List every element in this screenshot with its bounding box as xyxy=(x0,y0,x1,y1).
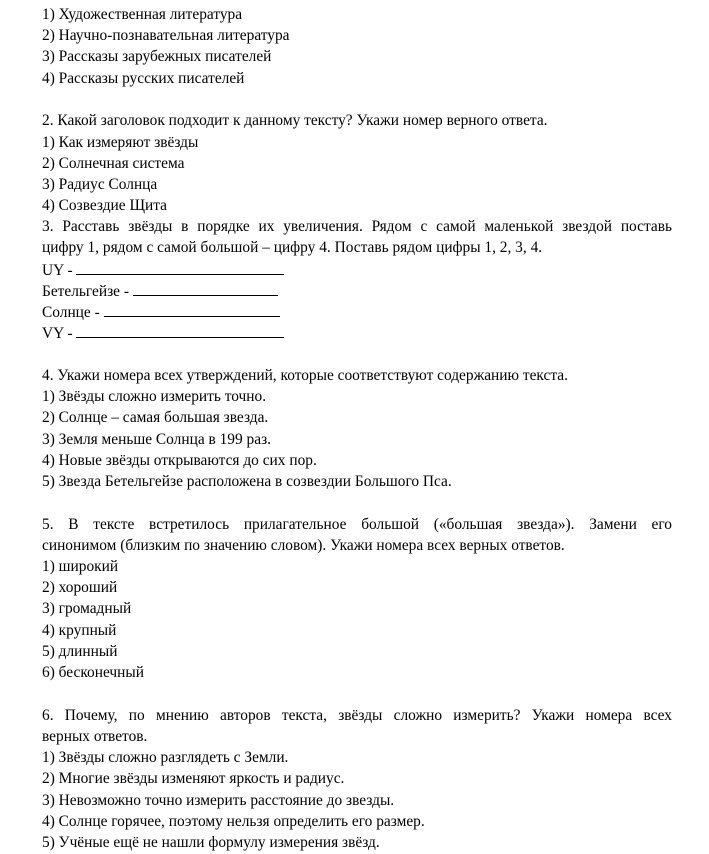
answer-option: 4) Созвездие Щита xyxy=(42,197,167,215)
answer-option: 4) крупный xyxy=(42,621,117,639)
question-6 xyxy=(42,705,672,853)
star-label: UY - xyxy=(42,261,77,279)
answer-option: 4) Рассказы русских писателей xyxy=(42,69,245,87)
star-label: Солнце - xyxy=(42,304,104,322)
answer-option: 1) широкий xyxy=(42,558,119,576)
question-text: 6. Почему, по мнению авторов текста, звёзды сложно измерить? Укажи номера всех xyxy=(42,706,672,724)
answer-option: 5) длинный xyxy=(42,642,118,660)
answer-option: 1) Звёзды сложно разглядеть с Земли. xyxy=(42,749,289,767)
answer-option: 2) Многие звёзды изменяют яркость и радиус. xyxy=(42,770,345,788)
question-text: 3. Расставь звёзды в порядке их увеличения. Рядом с самой маленькой звездой поставь xyxy=(42,218,672,236)
answer-blank[interactable] xyxy=(133,280,278,296)
star-row-vy xyxy=(42,322,672,343)
question-text: цифру 1, рядом с самой большой – цифру 4. Поставь рядом цифры 1, 2, 3, 4. xyxy=(42,239,543,257)
answer-option: 6) бесконечный xyxy=(42,664,144,682)
star-label: VY - xyxy=(42,325,77,343)
question-4 xyxy=(42,365,672,492)
answer-option: 5) Звезда Бетельгейзе расположена в созвездии Большого Пса. xyxy=(42,472,452,490)
answer-option: 4) Новые звёзды открываются до сих пор. xyxy=(42,451,317,469)
answer-blank[interactable] xyxy=(76,259,284,275)
worksheet-page xyxy=(42,4,672,853)
answer-option: 2) Солнце – самая большая звезда. xyxy=(42,409,269,427)
answer-blank[interactable] xyxy=(104,301,280,317)
answer-option: 2) Солнечная система xyxy=(42,154,185,172)
question-3 xyxy=(42,216,672,343)
spacer xyxy=(42,492,672,514)
answer-option: 1) Как измеряют звёзды xyxy=(42,133,199,151)
question-text: верных ответов. xyxy=(42,728,148,745)
question-5 xyxy=(42,514,672,684)
spacer xyxy=(42,89,672,111)
answer-option: 5) Учёные ещё не нашли формулу измерения звёзд. xyxy=(42,833,380,851)
answer-option: 2) хороший xyxy=(42,579,118,597)
question-text: 5. В тексте встретилось прилагательное большой («большая звезда»). Замени его xyxy=(42,515,672,533)
answer-option: 3) Невозможно точно измерить расстояние до звезды. xyxy=(42,791,395,809)
answer-option: 3) громадный xyxy=(42,600,132,618)
star-row-sun xyxy=(42,301,672,322)
star-label: Бетельгейзе - xyxy=(42,282,133,300)
answer-option: 3) Земля меньше Солнца в 199 раз. xyxy=(42,430,272,448)
star-row-betelgeuse xyxy=(42,280,672,301)
answer-option: 3) Рассказы зарубежных писателей xyxy=(42,48,272,66)
answer-option: 1) Звёзды сложно измерить точно. xyxy=(42,388,267,406)
answer-option: 3) Радиус Солнца xyxy=(42,175,158,193)
spacer xyxy=(42,683,672,705)
answer-option: 2) Научно-познавательная литература xyxy=(42,27,290,45)
question-2 xyxy=(42,110,672,216)
answer-option: 1) Художественная литература xyxy=(42,6,243,23)
star-row-uy xyxy=(42,259,672,280)
q1-options xyxy=(42,4,672,89)
question-text: 4. Укажи номера всех утверждений, которые соответствуют содержанию текста. xyxy=(42,367,568,384)
spacer xyxy=(42,343,672,365)
answer-blank[interactable] xyxy=(76,322,284,338)
question-text: 2. Какой заголовок подходит к данному тексту? Укажи номер верного ответа. xyxy=(42,112,548,130)
question-text: синонимом (близким по значению словом). Укажи номера всех верных ответов. xyxy=(42,536,565,554)
answer-option: 4) Солнце горячее, поэтому нельзя определить его размер. xyxy=(42,812,425,830)
